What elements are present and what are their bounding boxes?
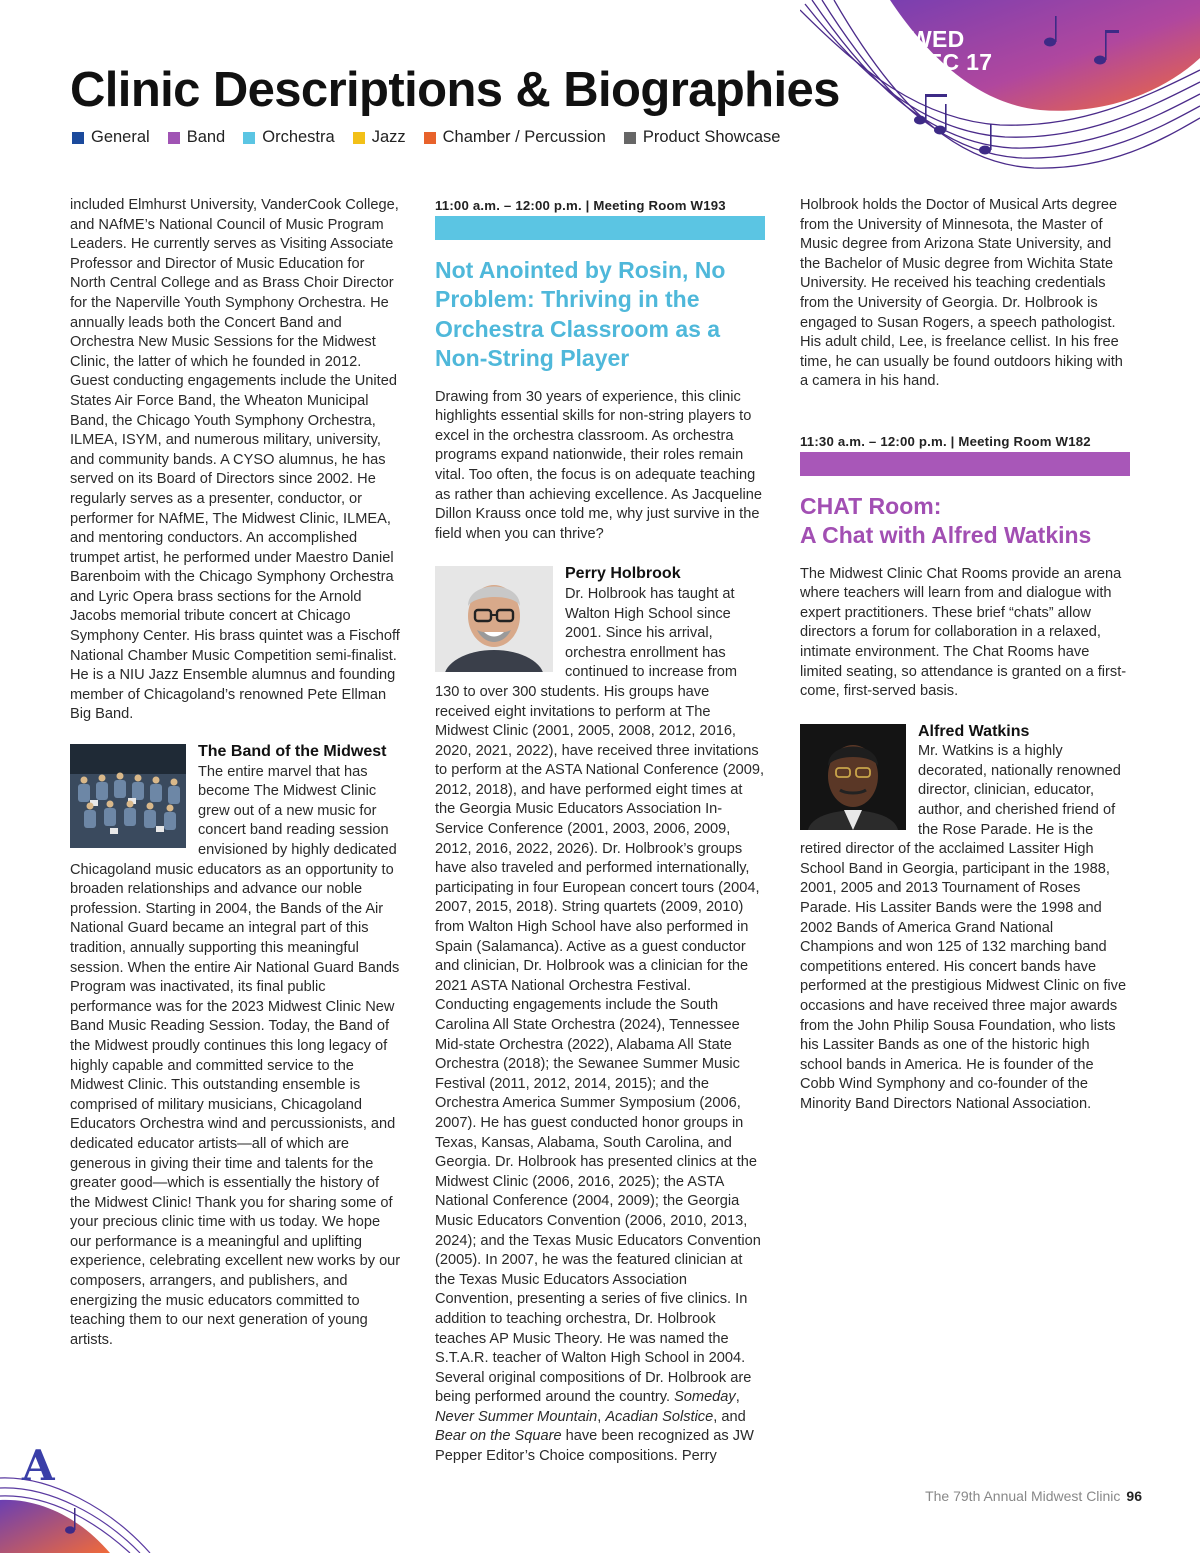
bio-text: The entire marvel that has become The Midwest Clinic grew out of a new music for concert band reading session envisioned by highly dedicated Chicagoland music educators as an opportunity to broaden relationships and advance our noble profession. Starting in 2004, the Bands of the Air National Guard became an integral part of this tradition, annually supporting this meaningful session. When the entire Air National Guard Bands Program was inactivated, its final public performance was for the 2023 Midwest Clinic New Band Music Reading Session. Today, the Band of the Midwest proudly continues this long legacy of highly capable and committed service to the Midwest Clinic. This outstanding ensemble is comprised of military musicians, Chicagoland Educators Orchestra wind and percussionists, and dedicated educator artists—all of which are generous in giving their time and talents for the greater good—which is essentially the history of the Midwest Clinic! Thank you for sharing some of your precious clinic time with us today. We hope our performance is a meaningful and uplifting experience, celebrating excellent new works by our composers, arrangers, and publishers, and energizing the music educators committed to teaching them to our next generation of young artists. bbox=[70, 763, 401, 1348]
legend-item-jazz bbox=[353, 128, 406, 147]
column-3 bbox=[800, 196, 1130, 1115]
presenter-bio: Perry Holbrook Dr. Holbrook has taught at Walton High School since 2001. Since his arrival, orchestra enrollment has continued to increase from 130 to over 300 students. His groups have received eight invitations to perform at The Midwest Clinic (2001, 2005, 2008, 2012, 2016, 2020, 2021, 2022), have received three invitations to perform at the ASTA National Conference (2009, 2012, 2018), and have performed eight times at the Georgia Music Educators Association In-Service Conference (2001, 2003, 2006, 2009, 2012, 2016, 2022, 2026). Dr. Holbrook’s groups have also traveled and performed internationally, participating in four European concert tours (2004, 2007, 2015, 2018). String quartets (2009, 2010) from Walton High School have also performed in Spain (Salamanca). Active as a guest conductor and clinician, Dr. Holbrook was a clinician for the 2021 ASTA National Orchestra Festival. Conducting engagements include the South Carolina All State Orchestra (2024), Tennessee Mid-state Orchestra (2022), Alabama All State Orchestra (2018); the Sewanee Summer Music Festival (2011, 2012, 2014, 2015); and the Orchestra America Summer Symposium (2006, 2007). He has guest conducted honor groups in Texas, Kansas, Alabama, South Carolina, and Georgia. Dr. Holbrook has presented clinics at the Midwest Clinic (2006, 2016, 2025); the ASTA National Conference (2004, 2009); the Georgia Music Educators Convention (2006, 2010, 2013, 2024); and the Texas Music Educators Convention (2005). In 2007, he was the featured clinician at the Texas Music Educators Association Convention, presenting a series of five clinics. In addition to teaching orchestra, Dr. Holbrook teaches AP Music Theory. He was named the S.T.A.R. teacher of Walton High School in 2004. Several original compositions of Dr. Holbrook are being performed around the country. Someday, Never Summer Mountain, Acadian Solstice, and Bear on the Square have been recognized as JW Pepper Editor’s Choice compositions. Perry bbox=[435, 565, 765, 1465]
legend-label: Product Showcase bbox=[642, 128, 781, 146]
session-title: Not Anointed by Rosin, No Problem: Thriving in the Orchestra Classroom as a Non-String Player bbox=[435, 256, 726, 372]
legend-swatch-orchestra bbox=[243, 132, 255, 144]
legend-item-general bbox=[72, 128, 150, 147]
legend-swatch-band bbox=[168, 132, 180, 144]
page-number: 96 bbox=[1126, 1488, 1142, 1504]
category-legend bbox=[72, 128, 780, 147]
legend-item-orchestra bbox=[243, 128, 334, 147]
session-description: The Midwest Clinic Chat Rooms provide an arena where teachers will learn from and dialogue with expert practitioners. These brief “chats” allow directors a forum for collaboration in a relaxed, intimate environment. The Chat Rooms have limited seating, so attendance is granted on a first-come, first-served basis. bbox=[800, 565, 1127, 700]
column-1 bbox=[70, 196, 403, 1350]
legend-label: Orchestra bbox=[262, 128, 335, 146]
music-swirl-decoration bbox=[0, 1438, 175, 1553]
legend-swatch-jazz bbox=[353, 132, 365, 144]
session-time: 11:00 a.m. – 12:00 p.m. | Meeting Room W193 bbox=[435, 198, 726, 213]
composition-title: Acadian Solstice bbox=[605, 1408, 714, 1425]
date-day: WED bbox=[910, 26, 965, 52]
page-footer bbox=[925, 1488, 1142, 1504]
column-2 bbox=[435, 196, 765, 1467]
publication-name: The 79th Annual Midwest Clinic bbox=[925, 1488, 1121, 1504]
band-photo bbox=[70, 744, 186, 848]
svg-text:A: A bbox=[22, 1441, 55, 1490]
legend-label: General bbox=[91, 128, 150, 146]
bio-text: Mr. Watkins is a highly decorated, nationally renowned director, clinician, educator, author, and cherished friend of the Rose Parade. He is the retired director of the acclaimed Lassiter High School Band in Georgia, participant in the 1988, 2001, 2005 and 2013 Tournament of Roses Parade. His Lassiter Bands were the 1998 and 2002 Bands of America Grand National Champions and won 125 of 132 marching band competitions entered. His concert bands have performed at the prestigious Midwest Clinic on five occasions and have received three major awards from the John Philip Sousa Foundation, who lists his Lassiter Bands as one of the historic high school bands in America. He is founder of the Cobb Wind Symphony and co-founder of the Minority Band Directors National Association. bbox=[800, 743, 1127, 1112]
legend-swatch-chamber-percussion bbox=[424, 132, 436, 144]
legend-label: Chamber / Percussion bbox=[442, 128, 606, 146]
page-title: Clinic Descriptions & Biographies bbox=[70, 63, 840, 117]
presenter-photo bbox=[800, 724, 906, 830]
legend-item-chamber-percussion bbox=[424, 128, 606, 147]
composition-title: Bear on the Square bbox=[435, 1428, 562, 1445]
continued-bio-text: Holbrook holds the Doctor of Musical Arts degree from the University of Minnesota, the Master of Music degree from Arizona State University, and the Bachelor of Music degree from Wichita State University. He received his teaching credentials from the University of Georgia. Dr. Holbrook is engaged to Susan Rogers, a speech pathologist. His adult child, Lee, is freelance cellist. In his free time, he can usually be found outdoors hiking with a camera in his hand. bbox=[800, 197, 1123, 390]
date-badge bbox=[910, 28, 992, 74]
session-title-line-1: CHAT Room: bbox=[800, 492, 942, 519]
session-description: Drawing from 30 years of experience, this clinic highlights essential skills for non-string players to excel in the orchestra classroom. As orchestra programs expand nationwide, their roles remain vital. Too often, the focus is on adequate teaching as rather than achieving excellence. As Jacqueline Dillon Krauss once told me, why just survive in the field when you can thrive? bbox=[435, 388, 762, 542]
session-time: 11:30 a.m. – 12:00 p.m. | Meeting Room W182 bbox=[800, 433, 1091, 449]
bio-name: Perry Holbrook bbox=[565, 565, 681, 583]
bio-text: Dr. Holbrook has taught at Walton High School since 2001. Since his arrival, orchestra enrollment has continued to increase from 130 to over 300 students. His groups have received eight invitations to perform at The Midwest Clinic (2001, 2005, 2008, 2012, 2016, 2020, 2021, 2022), have received three invitations to perform at the ASTA National Conference (2009, 2012, 2018), and have performed eight times at the Georgia Music Educators Association In-Service Conference (2001, 2003, 2006, 2009, 2012, 2016, 2022, 2026). Dr. Holbrook’s groups have also traveled and performed internationally, participating in four European concert tours (2004, 2007, 2015, 2018). String quartets (2009, 2010) from Walton High School have also performed in Spain (Salamanca). Active as a guest conductor and clinician, Dr. Holbrook was a clinician for the 2021 ASTA National Orchestra Festival. Conducting engagements include the South Carolina All State Orchestra (2024), Tennessee Mid-state Orchestra (2022), Alabama All State Orchestra (2018); the Sewanee Summer Music Festival (2011, 2012, 2014, 2015); and the Orchestra America Summer Symposium (2006, 2007). He has guest conducted honor groups in Texas, Kansas, Alabama, South Carolina, and Georgia. Dr. Holbrook has presented clinics at the Midwest Clinic (2006, 2016, 2025); the ASTA National Conference (2004, 2009); the Georgia Music Educators Convention (2006, 2010, 2013, 2024); and the Texas Music Educators Convention (2005). In 2007, he was the featured clinician at the Texas Music Educators Association Convention, presenting a series of five clinics. In addition to teaching orchestra, Dr. Holbrook teaches AP Music Theory. He was named the S.T.A.R. teacher of Walton High School in 2004. Several original compositions of Dr. Holbrook are being performed around the country. bbox=[435, 585, 765, 1406]
legend-item-product-showcase bbox=[624, 128, 781, 147]
composition-title: Someday bbox=[674, 1389, 736, 1406]
band-category-bar bbox=[800, 452, 1130, 476]
presenter-photo bbox=[435, 566, 553, 672]
session-title bbox=[800, 492, 1130, 551]
legend-item-band bbox=[168, 128, 226, 147]
date-month-day: DEC 17 bbox=[910, 49, 993, 75]
legend-swatch-general bbox=[72, 132, 84, 144]
continued-bio-text: included Elmhurst University, VanderCook College, and NAfME’s National Council of Music Program Leaders. He currently serves as Visiting Associate Professor and Director of Music Education for North Central College and as Brass Choir Director for the Naperville Youth Symphony Orchestra. He annually leads both the Concert Band and Orchestra New Music Sessions for the Midwest Clinic, the latter of which he founded in 2012. Guest conducting engagements include the United States Air Force Band, the Wheaton Municipal Band, the Chicago Youth Symphony Orchestra, ILMEA, ISYM, and numerous military, university, and community bands. A CYSO alumnus, he has served on its Board of Directors since 2002. He regularly serves as a presenter, conductor, or performer for NAfME, The Midwest Clinic, ILMEA, and mentoring conductors. An accomplished trumpet artist, he performed under Maestro Daniel Barenboim with the Chicago Symphony Orchestra and Lyric Opera brass sections for the Arnold Jacobs memorial tribute concert at Chicago Symphony Center. His brass quintet was a Fischoff National Chamber Music Competition semi-finalist. He is a NIU Jazz Ensemble alumnus and founding member of Chicagoland’s renowned Pete Ellman Big Band. bbox=[70, 197, 400, 723]
legend-label: Band bbox=[186, 128, 226, 146]
bio-name: Alfred Watkins bbox=[918, 722, 1030, 740]
session-title-line-2: A Chat with Alfred Watkins bbox=[800, 522, 1092, 549]
bio-text-tail: have been recognized as JW Pepper Editor’s Choice compositions. Perry bbox=[435, 1428, 754, 1465]
bio-name: The Band of the Midwest bbox=[198, 743, 387, 761]
composition-title: Never Summer Mountain bbox=[435, 1408, 598, 1425]
music-staff-swirl-decoration bbox=[800, 0, 1200, 175]
legend-label: Jazz bbox=[371, 128, 406, 146]
orchestra-category-bar bbox=[435, 216, 765, 240]
legend-swatch-product-showcase bbox=[624, 132, 636, 144]
